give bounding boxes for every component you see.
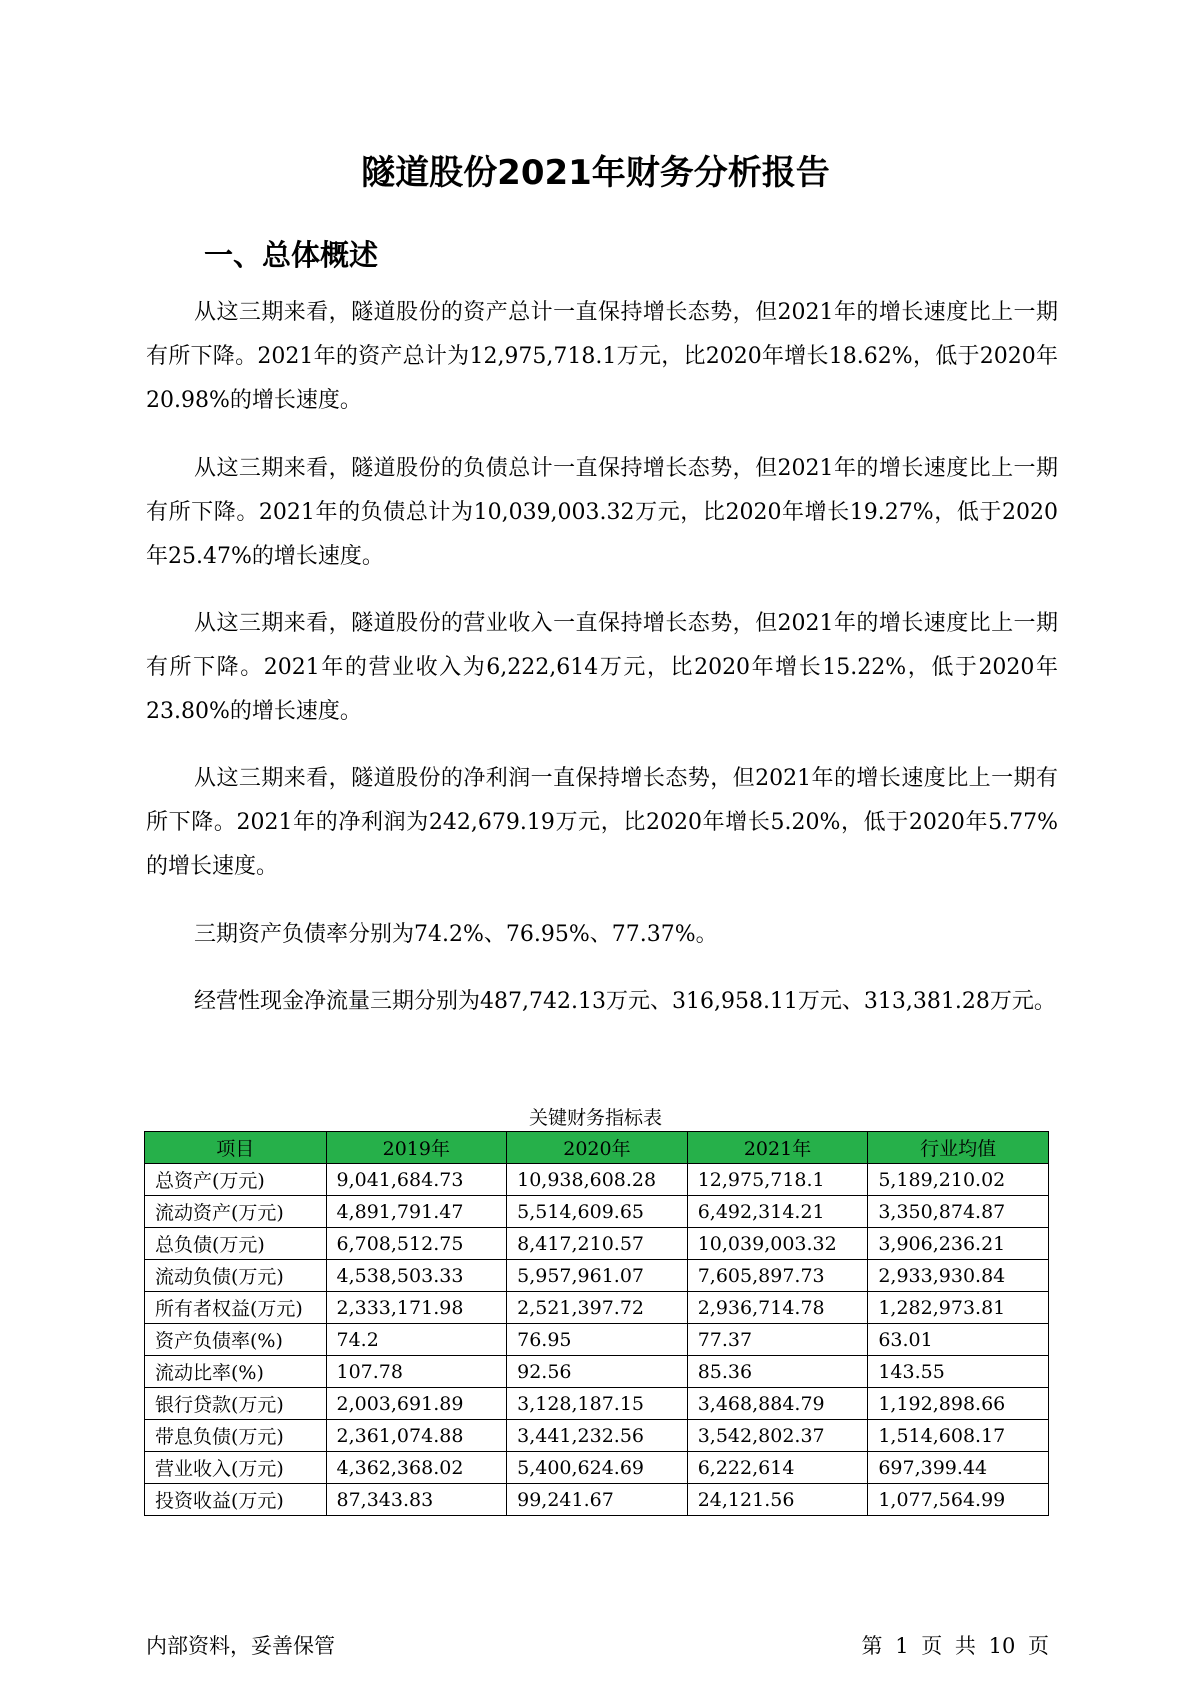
value-cell: 24,121.56	[687, 1484, 868, 1516]
value-cell: 5,189,210.02	[868, 1164, 1049, 1196]
value-cell: 107.78	[326, 1356, 507, 1388]
table-row	[145, 1452, 1049, 1484]
paragraph-cash-flow: 经营性现金净流量三期分别为487,742.13万元、316,958.11万元、313,381.28万元。	[194, 989, 1056, 1014]
value-cell: 2,933,930.84	[868, 1260, 1049, 1292]
value-cell: 6,222,614	[687, 1452, 868, 1484]
row-label-cell: 带息负债(万元)	[145, 1420, 327, 1452]
value-cell: 99,241.67	[507, 1484, 688, 1516]
value-cell: 6,492,314.21	[687, 1196, 868, 1228]
key-financial-indicators-table	[144, 1131, 1049, 1516]
table-row	[145, 1324, 1049, 1356]
table-row	[145, 1228, 1049, 1260]
header-2021: 2021年	[687, 1132, 868, 1164]
value-cell: 3,441,232.56	[507, 1420, 688, 1452]
table-row	[145, 1196, 1049, 1228]
value-cell: 9,041,684.73	[326, 1164, 507, 1196]
table-row	[145, 1484, 1049, 1516]
value-cell: 76.95	[507, 1324, 688, 1356]
value-cell: 6,708,512.75	[326, 1228, 507, 1260]
value-cell: 85.36	[687, 1356, 868, 1388]
value-cell: 12,975,718.1	[687, 1164, 868, 1196]
table-row	[145, 1388, 1049, 1420]
value-cell: 1,192,898.66	[868, 1388, 1049, 1420]
header-2020: 2020年	[507, 1132, 688, 1164]
value-cell: 77.37	[687, 1324, 868, 1356]
value-cell: 63.01	[868, 1324, 1049, 1356]
header-item: 项目	[145, 1132, 327, 1164]
value-cell: 10,039,003.32	[687, 1228, 868, 1260]
report-title: 隧道股份2021年财务分析报告	[361, 153, 830, 193]
row-label-cell: 流动比率(%)	[145, 1356, 327, 1388]
table-row	[145, 1420, 1049, 1452]
value-cell: 2,361,074.88	[326, 1420, 507, 1452]
value-cell: 92.56	[507, 1356, 688, 1388]
row-label-cell: 资产负债率(%)	[145, 1324, 327, 1356]
value-cell: 2,333,171.98	[326, 1292, 507, 1324]
value-cell: 2,003,691.89	[326, 1388, 507, 1420]
value-cell: 2,936,714.78	[687, 1292, 868, 1324]
paragraph-revenue: 从这三期来看，隧道股份的营业收入一直保持增长态势，但2021年的增长速度比上一期有所下降。2021年的营业收入为6,222,614万元，比2020年增长15.22%，低于2020年23.80%的增长速度。	[146, 611, 1058, 724]
value-cell: 3,128,187.15	[507, 1388, 688, 1420]
table-row	[145, 1164, 1049, 1196]
value-cell: 4,891,791.47	[326, 1196, 507, 1228]
row-label-cell: 流动资产(万元)	[145, 1196, 327, 1228]
value-cell: 1,514,608.17	[868, 1420, 1049, 1452]
value-cell: 87,343.83	[326, 1484, 507, 1516]
table-body	[145, 1164, 1049, 1516]
value-cell: 3,468,884.79	[687, 1388, 868, 1420]
table-row	[145, 1260, 1049, 1292]
value-cell: 7,605,897.73	[687, 1260, 868, 1292]
value-cell: 697,399.44	[868, 1452, 1049, 1484]
value-cell: 3,350,874.87	[868, 1196, 1049, 1228]
row-label-cell: 所有者权益(万元)	[145, 1292, 327, 1324]
section-heading: 一、总体概述	[204, 238, 379, 272]
row-label-cell: 总负债(万元)	[145, 1228, 327, 1260]
row-label-cell: 营业收入(万元)	[145, 1452, 327, 1484]
value-cell: 5,400,624.69	[507, 1452, 688, 1484]
value-cell: 1,282,973.81	[868, 1292, 1049, 1324]
table-row	[145, 1292, 1049, 1324]
value-cell: 143.55	[868, 1356, 1049, 1388]
table-row	[145, 1356, 1049, 1388]
value-cell: 74.2	[326, 1324, 507, 1356]
value-cell: 5,514,609.65	[507, 1196, 688, 1228]
table-header-row	[145, 1132, 1049, 1164]
header-industry-average: 行业均值	[868, 1132, 1049, 1164]
header-2019: 2019年	[326, 1132, 507, 1164]
paragraph-net-profit: 从这三期来看，隧道股份的净利润一直保持增长态势，但2021年的增长速度比上一期有所下降。2021年的净利润为242,679.19万元，比2020年增长5.20%，低于2020年5.77%的增长速度。	[146, 766, 1058, 879]
row-label-cell: 总资产(万元)	[145, 1164, 327, 1196]
value-cell: 5,957,961.07	[507, 1260, 688, 1292]
value-cell: 3,906,236.21	[868, 1228, 1049, 1260]
value-cell: 3,542,802.37	[687, 1420, 868, 1452]
paragraph-debt-ratio: 三期资产负债率分别为74.2%、76.95%、77.37%。	[194, 922, 718, 947]
footer-confidential-note: 内部资料，妥善保管	[146, 1634, 335, 1658]
row-label-cell: 银行贷款(万元)	[145, 1388, 327, 1420]
value-cell: 10,938,608.28	[507, 1164, 688, 1196]
paragraph-liabilities: 从这三期来看，隧道股份的负债总计一直保持增长态势，但2021年的增长速度比上一期有所下降。2021年的负债总计为10,039,003.32万元，比2020年增长19.27%，低于2020年25.47%的增长速度。	[146, 456, 1058, 569]
value-cell: 1,077,564.99	[868, 1484, 1049, 1516]
row-label-cell: 流动负债(万元)	[145, 1260, 327, 1292]
table-caption: 关键财务指标表	[528, 1107, 662, 1129]
value-cell: 2,521,397.72	[507, 1292, 688, 1324]
row-label-cell: 投资收益(万元)	[145, 1484, 327, 1516]
value-cell: 4,362,368.02	[326, 1452, 507, 1484]
value-cell: 8,417,210.57	[507, 1228, 688, 1260]
value-cell: 4,538,503.33	[326, 1260, 507, 1292]
footer-page-number: 第 1 页 共 10 页	[861, 1634, 1049, 1658]
paragraph-assets: 从这三期来看，隧道股份的资产总计一直保持增长态势，但2021年的增长速度比上一期有所下降。2021年的资产总计为12,975,718.1万元，比2020年增长18.62%，低于2020年20.98%的增长速度。	[146, 300, 1058, 413]
